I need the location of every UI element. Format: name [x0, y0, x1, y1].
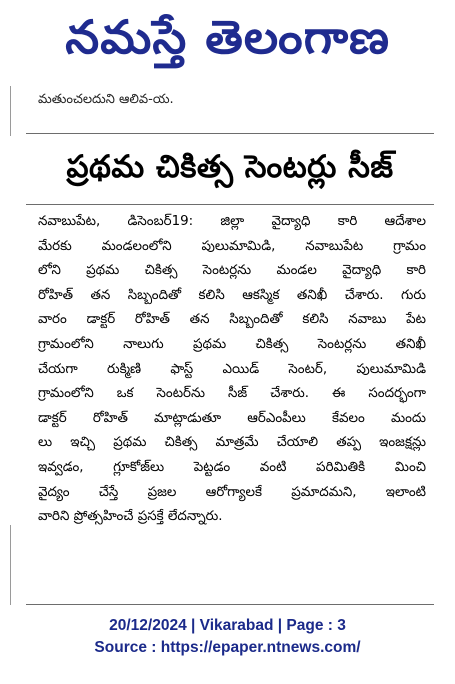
body-line: నవాబుపేట, డిసెంబర్19: జిల్లా వైద్యాధి కారి ఆదేశాల	[38, 214, 426, 229]
article-body	[38, 210, 426, 530]
body-line: డాక్టర్ రోహిత్ మాట్లాడుతూ ఆర్ఎంపీలు కేవలం మందు	[38, 410, 426, 426]
column-divider	[10, 86, 11, 136]
body-line: ఇవ్వడం, గ్లూకోజ్‌లు పెట్టడం వంటి పరిమితికి మించి	[38, 459, 426, 475]
body-line: చేయగా రుక్మిణి ఫాస్ట్ ఎయిడ్ సెంటర్, పులుమామిడి	[38, 361, 426, 377]
previous-article-tail: మతుంచలదుని ఆలివ-య.	[38, 92, 174, 107]
body-line: వైద్యం చేస్తే ప్రజల ఆరోగ్యాలకే ప్రమాదమని, ఇలాంటి	[38, 484, 426, 500]
footer-meta-line: 20/12/2024 | Vikarabad | Page : 3	[109, 617, 346, 634]
clipping-footer	[0, 615, 455, 675]
body-line: లు ఇచ్చి ప్రథమ చికిత్స మాత్రమే చేయాలి తప్ప ఇంజక్షన్లు	[38, 435, 426, 451]
body-line: వారం డాక్టర్ రోహిత్ తన సిబ్బందితో కలిసి నవాబు పేట	[38, 312, 426, 328]
article-headline: ప్రథమ చికిత్స సెంటర్లు సీజ్	[66, 148, 394, 185]
column-divider-lower	[10, 525, 11, 605]
footer-source-line[interactable]: Source : https://epaper.ntnews.com/	[94, 639, 361, 656]
body-line: గ్రామంలోని నాలుగు ప్రథమ చికిత్స సెంటర్లను తనిఖీ	[38, 336, 426, 352]
body-line: మేరకు మండలంలోని పులుమామిడి, నవాబుపేట గ్రామం	[38, 238, 426, 254]
body-line: రోహిత్ తన సిబ్బందితో కలిసి ఆకస్మిక తనిఖీ చేశారు. గురు	[38, 287, 426, 303]
newspaper-masthead	[0, 0, 455, 86]
headline-bottom-rule	[26, 204, 434, 205]
body-line: లోని ప్రథమ చికిత్స సెంటర్లను మండల వైద్యాధి కారి	[38, 263, 426, 279]
body-line-last: వారిని ప్రోత్సహించే ప్రసక్తే లేదన్నారు.	[38, 509, 223, 525]
article-bottom-rule	[26, 604, 434, 605]
body-line: గ్రామంలోని ఒక సెంటర్‌ను సీజ్ చేశారు. ఈ సందర్భంగా	[38, 386, 426, 402]
headline-top-rule	[26, 133, 434, 134]
masthead-title: నమస్తే తెలంగాణ	[65, 10, 390, 64]
